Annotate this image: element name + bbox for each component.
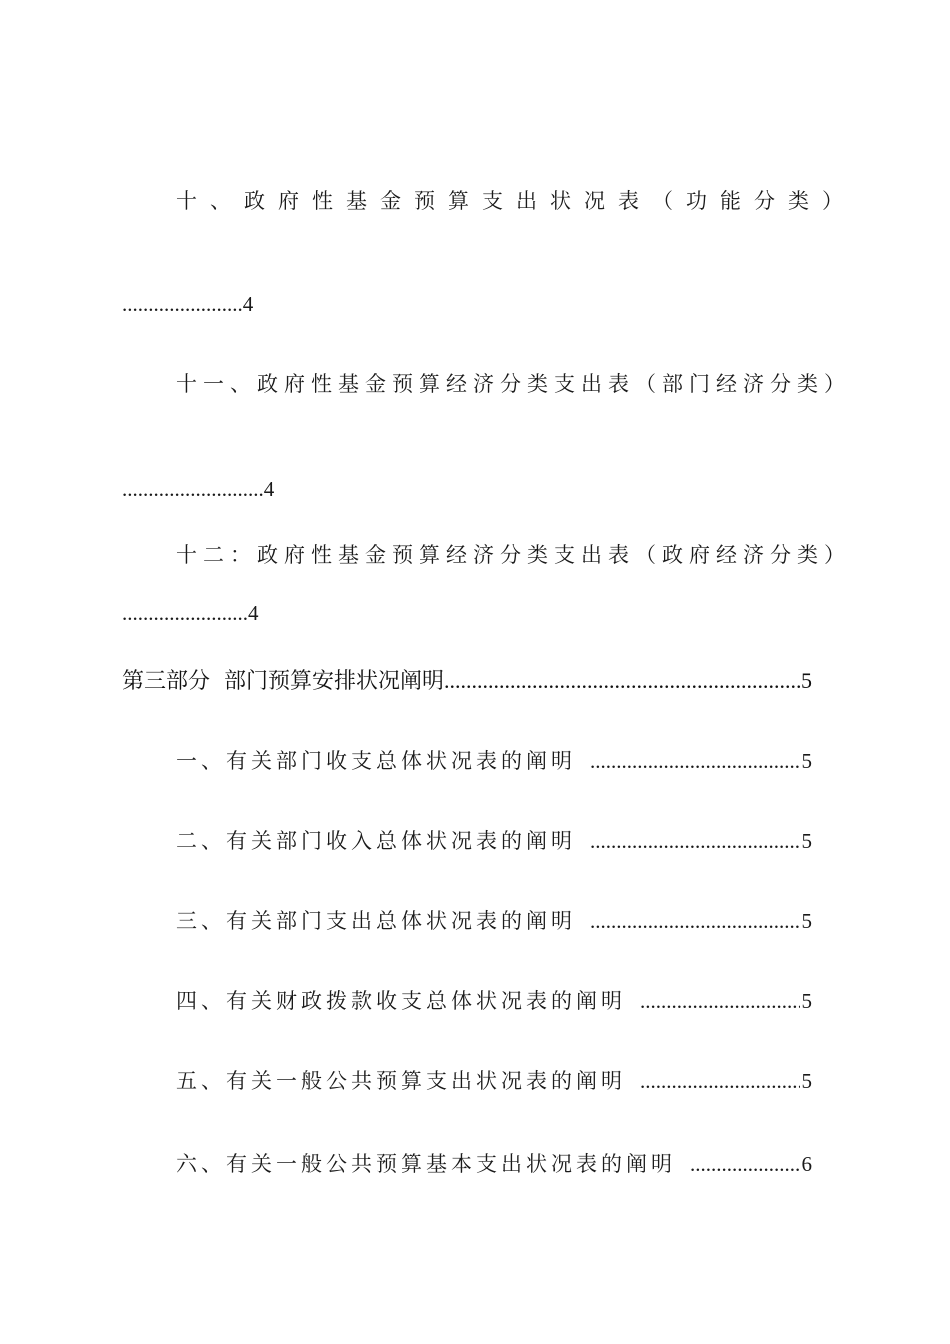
toc-entry-page: 5 (801, 1069, 812, 1093)
toc-part-3-title: 第三部分 部门预算安排状况阐明 (122, 669, 444, 694)
toc-entry-leader (590, 826, 800, 856)
toc-item-12-dots: ........................ (122, 601, 248, 625)
toc-entry-leader (640, 1066, 800, 1096)
toc-item-11-title[interactable]: 十一、政府性基金预算经济分类支出表（部门经济分类） (176, 372, 851, 396)
toc-entry-title: 四、有关财政拨款收支总体状况表的阐明 (176, 989, 626, 1013)
toc-entry-page: 5 (801, 909, 812, 933)
toc-part-3[interactable] (122, 666, 812, 697)
toc-item-12-title[interactable]: 十二：政府性基金预算经济分类支出表（政府经济分类） (176, 543, 851, 567)
toc-item-10-dots: ....................... (122, 292, 243, 316)
toc-entry-page: 5 (801, 989, 812, 1013)
toc-entry-leader (590, 906, 800, 936)
toc-item-11-page: 4 (263, 477, 275, 501)
toc-entry-page: 5 (801, 749, 812, 773)
toc-entry[interactable] (176, 1066, 812, 1096)
toc-item-10-page: 4 (242, 292, 254, 316)
toc-item-11-leader (122, 474, 274, 504)
toc-entry[interactable] (176, 986, 812, 1016)
toc-item-10-leader (122, 289, 253, 319)
toc-entry-title: 二、有关部门收入总体状况表的阐明 (176, 829, 576, 853)
toc-entry[interactable] (176, 746, 812, 776)
toc-entry[interactable] (176, 906, 812, 936)
toc-entry-title: 一、有关部门收支总体状况表的阐明 (176, 749, 576, 773)
toc-entry-title: 五、有关一般公共预算支出状况表的阐明 (176, 1069, 626, 1093)
toc-entry-page: 5 (801, 829, 812, 853)
toc-entry-leader (640, 986, 800, 1016)
toc-item-12-page: 4 (248, 601, 259, 625)
toc-entry-title: 六、有关一般公共预算基本支出状况表的阐明 (176, 1152, 676, 1176)
toc-entry[interactable] (176, 1149, 812, 1179)
toc-part-3-page: 5 (801, 668, 812, 693)
toc-entry[interactable] (176, 826, 812, 856)
toc-item-11-dots: ........................... (122, 477, 264, 501)
toc-entry-page: 6 (801, 1152, 812, 1176)
toc-entry-leader (690, 1149, 800, 1179)
toc-entry-leader (590, 746, 800, 776)
toc-item-10-title[interactable]: 十、政府性基金预算支出状况表（功能分类） (176, 189, 856, 213)
toc-item-12-leader (122, 598, 259, 628)
toc-part-3-leader (444, 666, 801, 696)
toc-entry-title: 三、有关部门支出总体状况表的阐明 (176, 909, 576, 933)
